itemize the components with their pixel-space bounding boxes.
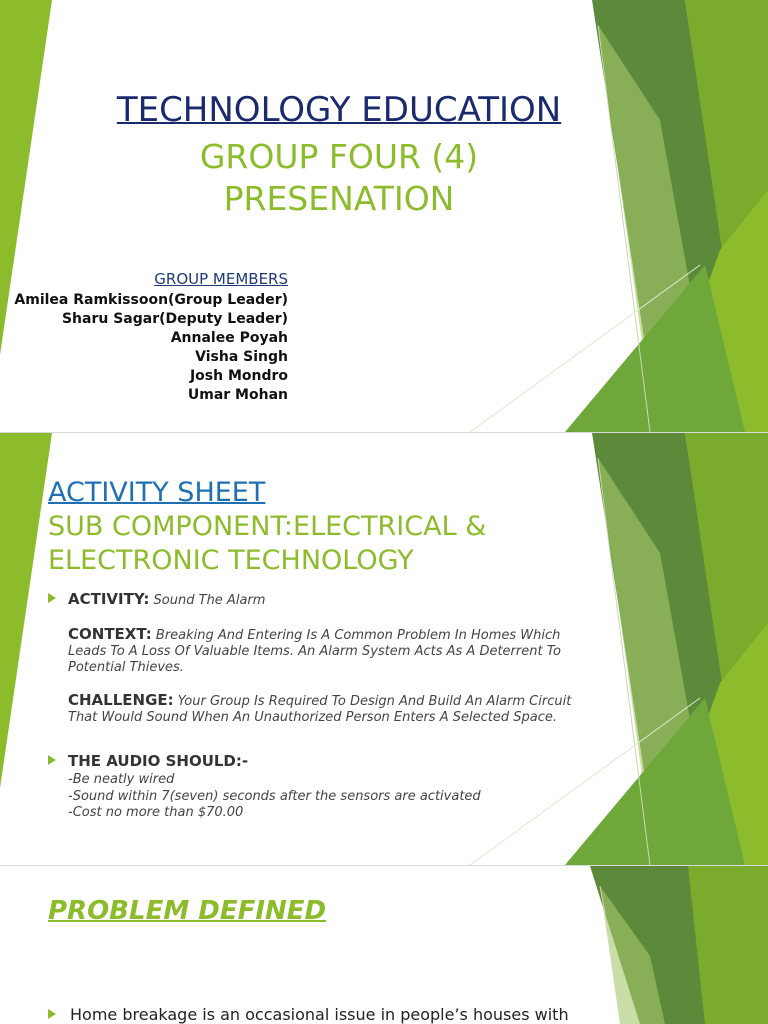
challenge-block [68, 692, 578, 726]
slide-title [0, 0, 768, 432]
bullet-arrow-icon [48, 1009, 56, 1019]
left-green-facet [0, 433, 52, 788]
presentation-subtitle-line2: PRESENATION [223, 179, 455, 218]
audio-requirement-item: -Be neatly wired [68, 772, 175, 787]
bullet-arrow-icon [48, 593, 56, 603]
slide-activity-sheet [0, 433, 768, 865]
activity-text: Sound The Alarm [149, 593, 266, 608]
member-name: Umar Mohan [187, 387, 288, 403]
bullet-arrow-icon [48, 755, 56, 765]
challenge-text: Your Group Is Required To Design And Build An Alarm Circuit That Would Sound When An Unauthorized Person Enters A Selected Space. [68, 694, 572, 725]
audio-requirement-item: -Cost no more than $70.00 [68, 805, 244, 820]
sub-component-heading-line1: SUB COMPONENT:ELECTRICAL & [48, 511, 487, 542]
sub-component-heading-line2: ELECTRONIC TECHNOLOGY [48, 545, 414, 576]
green-facets-decoration [0, 866, 768, 1024]
activity-sheet-heading: ACTIVITY SHEET [48, 477, 266, 508]
problem-defined-title: PROBLEM DEFINED [48, 896, 327, 926]
audio-requirements-list [68, 772, 578, 822]
audio-requirement-item: -Sound within 7(seven) seconds after the sensors are activated [68, 788, 481, 804]
context-block [68, 626, 578, 676]
member-name: Visha Singh [195, 349, 288, 365]
slide-problem-defined [0, 866, 768, 1024]
challenge-label: CHALLENGE: [68, 691, 174, 709]
context-label: CONTEXT: [68, 625, 152, 643]
group-members-heading: GROUP MEMBERS [154, 270, 288, 288]
context-text: Breaking And Entering Is A Common Problem In Homes Which Leads To A Loss Of Valuable Items. An Alarm System Acts As A Deterrent To Potential Thieves. [68, 628, 561, 675]
member-name: Annalee Poyah [170, 330, 288, 346]
activity-line [68, 590, 578, 608]
presentation-subtitle-line1: GROUP FOUR (4) [199, 137, 479, 176]
activity-separator: : [143, 590, 150, 608]
member-name: Amilea Ramkissoon(Group Leader) [14, 292, 288, 308]
member-name: Sharu Sagar(Deputy Leader) [61, 311, 288, 327]
problem-bullet-text: Home breakage is an occasional issue in people’s houses with [70, 1005, 569, 1024]
activity-label: ACTIVITY [68, 590, 144, 608]
presentation-title: TECHNOLOGY EDUCATION [116, 90, 562, 130]
audio-label: THE AUDIO SHOULD:- [68, 752, 249, 770]
member-name: Josh Mondro [189, 368, 288, 384]
